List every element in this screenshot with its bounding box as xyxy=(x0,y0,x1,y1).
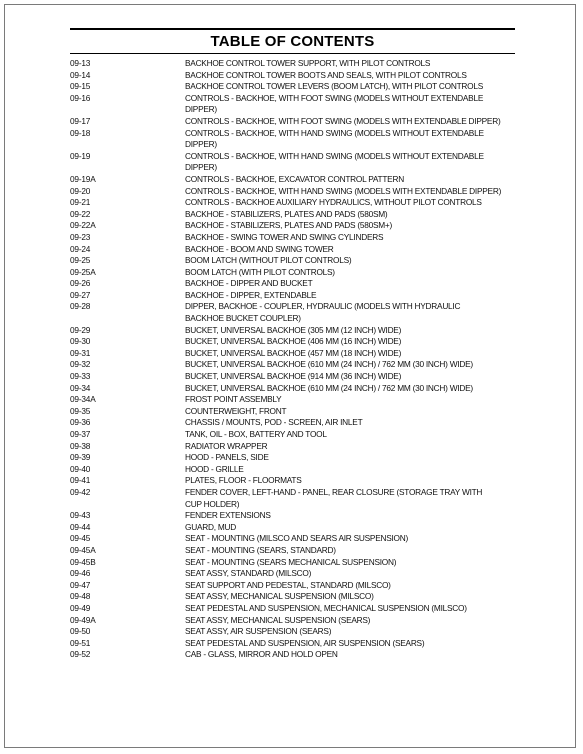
toc-entry-title: SEAT ASSY, STANDARD (MILSCO) xyxy=(185,568,312,579)
toc-entry[interactable] xyxy=(70,615,510,627)
toc-entry[interactable] xyxy=(70,128,510,151)
toc-entry[interactable] xyxy=(70,510,510,522)
toc-entry-title: CONTROLS - BACKHOE, WITH HAND SWING (MODELS WITHOUT EXTENDABLE DIPPER) xyxy=(185,127,484,150)
toc-entry-title: SEAT ASSY, AIR SUSPENSION (SEARS) xyxy=(185,626,332,637)
toc-entry-number: 09-40 xyxy=(70,463,91,474)
toc-entry[interactable] xyxy=(70,267,510,279)
toc-entry-title: FENDER EXTENSIONS xyxy=(185,510,271,521)
toc-entry[interactable] xyxy=(70,591,510,603)
toc-entry[interactable] xyxy=(70,406,510,418)
title-top-rule xyxy=(70,28,515,30)
toc-entry-title: CONTROLS - BACKHOE, WITH FOOT SWING (MODELS WITHOUT EXTENDABLE DIPPER) xyxy=(185,92,484,115)
toc-entry-title: CONTROLS - BACKHOE, WITH HAND SWING (MODELS WITH EXTENDABLE DIPPER) xyxy=(185,185,502,196)
toc-entry-number: 09-19A xyxy=(70,173,96,184)
toc-entry-title: CONTROLS - BACKHOE, WITH HAND SWING (MODELS WITHOUT EXTENDABLE DIPPER) xyxy=(185,150,484,173)
toc-entry-number: 09-13 xyxy=(70,58,91,68)
toc-entry-number: 09-16 xyxy=(70,92,91,103)
toc-entry[interactable] xyxy=(70,348,510,360)
toc-entry[interactable] xyxy=(70,301,510,324)
toc-entry-title: FENDER COVER, LEFT-HAND - PANEL, REAR CLOSURE (STORAGE TRAY WITH CUP HOLDER) xyxy=(185,486,483,509)
toc-entry-number: 09-28 xyxy=(70,301,91,312)
toc-entry-title: SEAT - MOUNTING (MILSCO AND SEARS AIR SUSPENSION) xyxy=(185,533,409,544)
toc-entry[interactable] xyxy=(70,603,510,615)
toc-entry-number: 09-49A xyxy=(70,614,96,625)
toc-entry[interactable] xyxy=(70,116,510,128)
toc-entry-title: SEAT PEDESTAL AND SUSPENSION, MECHANICAL SUSPENSION (MILSCO) xyxy=(185,602,467,613)
toc-entry[interactable] xyxy=(70,278,510,290)
toc-entry[interactable] xyxy=(70,545,510,557)
toc-entry-number: 09-45 xyxy=(70,533,91,544)
toc-entry-title: PLATES, FLOOR - FLOORMATS xyxy=(185,475,302,486)
toc-entry-title: CONTROLS - BACKHOE, WITH FOOT SWING (MODELS WITH EXTENDABLE DIPPER) xyxy=(185,115,501,126)
toc-entry[interactable] xyxy=(70,174,510,186)
toc-entry-number: 09-14 xyxy=(70,69,91,80)
toc-entry[interactable] xyxy=(70,58,510,70)
toc-entry-number: 09-23 xyxy=(70,231,91,242)
toc-entry-number: 09-29 xyxy=(70,324,91,335)
toc-entry[interactable] xyxy=(70,197,510,209)
toc-entry[interactable] xyxy=(70,81,510,93)
toc-entry-number: 09-27 xyxy=(70,289,91,300)
toc-entry-number: 09-20 xyxy=(70,185,91,196)
toc-entry[interactable] xyxy=(70,255,510,267)
toc-entry[interactable] xyxy=(70,209,510,221)
toc-entry-number: 09-26 xyxy=(70,278,91,289)
toc-entry-number: 09-24 xyxy=(70,243,91,254)
toc-entry-title: BACKHOE - DIPPER AND BUCKET xyxy=(185,278,313,289)
toc-entry[interactable] xyxy=(70,220,510,232)
toc-entry-number: 09-47 xyxy=(70,579,91,590)
toc-entry-title: SEAT PEDESTAL AND SUSPENSION, AIR SUSPENSION (SEARS) xyxy=(185,637,425,648)
toc-entry[interactable] xyxy=(70,580,510,592)
toc-entry-title: SEAT SUPPORT AND PEDESTAL, STANDARD (MILSCO) xyxy=(185,579,391,590)
toc-entry-title: DIPPER, BACKHOE - COUPLER, HYDRAULIC (MODELS WITH HYDRAULIC BACKHOE BUCKET COUPLER) xyxy=(185,301,461,324)
toc-entry-number: 09-35 xyxy=(70,405,91,416)
toc-entry[interactable] xyxy=(70,371,510,383)
toc-entry-number: 09-17 xyxy=(70,115,91,126)
toc-entry-number: 09-48 xyxy=(70,591,91,602)
toc-entry-number: 09-43 xyxy=(70,510,91,521)
toc-entry[interactable] xyxy=(70,359,510,371)
toc-entry[interactable] xyxy=(70,70,510,82)
toc-entry-number: 09-52 xyxy=(70,649,91,660)
toc-entry-number: 09-41 xyxy=(70,475,91,486)
toc-entry-title: SEAT - MOUNTING (SEARS MECHANICAL SUSPENSION) xyxy=(185,556,397,567)
toc-entry-title: BACKHOE - SWING TOWER AND SWING CYLINDERS xyxy=(185,231,384,242)
page-title: TABLE OF CONTENTS xyxy=(210,33,375,50)
toc-entry-title: HOOD - PANELS, SIDE xyxy=(185,452,269,463)
toc-entry-title: CAB - GLASS, MIRROR AND HOLD OPEN xyxy=(185,649,338,660)
toc-entry-title: CONTROLS - BACKHOE, EXCAVATOR CONTROL PATTERN xyxy=(185,173,404,184)
toc-entry-number: 09-19 xyxy=(70,150,91,161)
toc-entry[interactable] xyxy=(70,394,510,406)
toc-entry-title: BUCKET, UNIVERSAL BACKHOE (406 MM (16 INCH) WIDE) xyxy=(185,336,402,347)
toc-entry-title: RADIATOR WRAPPER xyxy=(185,440,268,451)
title-bottom-rule xyxy=(70,53,515,54)
toc-entry-title: CHASSIS / MOUNTS, POD - SCREEN, AIR INLET xyxy=(185,417,363,428)
toc-entry-title: TANK, OIL - BOX, BATTERY AND TOOL xyxy=(185,429,327,439)
toc-entry-title: GUARD, MUD xyxy=(185,521,236,532)
toc-entry-number: 09-46 xyxy=(70,568,91,579)
toc-entry[interactable] xyxy=(70,93,510,116)
toc-entry-title: BUCKET, UNIVERSAL BACKHOE (914 MM (36 INCH) WIDE) xyxy=(185,371,402,382)
toc-entry-number: 09-39 xyxy=(70,452,91,463)
toc-entry[interactable] xyxy=(70,649,510,661)
toc-entry[interactable] xyxy=(70,325,510,337)
toc-entry-number: 09-30 xyxy=(70,336,91,347)
toc-entry-title: BUCKET, UNIVERSAL BACKHOE (457 MM (18 INCH) WIDE) xyxy=(185,347,402,358)
toc-entry-number: 09-51 xyxy=(70,637,91,648)
toc-entry-number: 09-31 xyxy=(70,347,91,358)
toc-entry-number: 09-34 xyxy=(70,382,91,393)
toc-entry-title: BACKHOE - BOOM AND SWING TOWER xyxy=(185,243,334,254)
toc-entry-number: 09-25 xyxy=(70,255,91,266)
toc-entry[interactable] xyxy=(70,638,510,650)
toc-entry-number: 09-45A xyxy=(70,544,96,555)
toc-entry[interactable] xyxy=(70,244,510,256)
toc-entry[interactable] xyxy=(70,383,510,395)
toc-entry-title: BACKHOE - STABILIZERS, PLATES AND PADS (580SM+) xyxy=(185,220,393,231)
toc-entry-title: CONTROLS - BACKHOE AUXILIARY HYDRAULICS, WITHOUT PILOT CONTROLS xyxy=(185,197,482,208)
toc-entry[interactable] xyxy=(70,441,510,453)
toc-entry-title: BACKHOE CONTROL TOWER BOOTS AND SEALS, WITH PILOT CONTROLS xyxy=(185,69,467,80)
toc-entry-number: 09-21 xyxy=(70,197,91,208)
toc-entry-number: 09-25A xyxy=(70,266,96,277)
toc-entry-title: BACKHOE - STABILIZERS, PLATES AND PADS (580SM) xyxy=(185,208,388,219)
toc-entry[interactable] xyxy=(70,452,510,464)
toc-entry-number: 09-45B xyxy=(70,556,96,567)
toc-entry-number: 09-22 xyxy=(70,208,91,219)
toc-entry-title: COUNTERWEIGHT, FRONT xyxy=(185,405,287,416)
toc-entry-title: BACKHOE CONTROL TOWER SUPPORT, WITH PILOT CONTROLS xyxy=(185,58,431,68)
toc-list xyxy=(70,58,510,661)
toc-entry-title: BACKHOE - DIPPER, EXTENDABLE xyxy=(185,289,317,300)
toc-entry[interactable] xyxy=(70,487,510,510)
toc-entry-number: 09-38 xyxy=(70,440,91,451)
toc-entry-title: BUCKET, UNIVERSAL BACKHOE (610 MM (24 INCH) / 762 MM (30 INCH) WIDE) xyxy=(185,382,473,393)
toc-entry-title: BOOM LATCH (WITHOUT PILOT CONTROLS) xyxy=(185,255,352,266)
toc-entry-title: BUCKET, UNIVERSAL BACKHOE (305 MM (12 INCH) WIDE) xyxy=(185,324,402,335)
toc-entry-title: FROST POINT ASSEMBLY xyxy=(185,394,282,405)
toc-entry[interactable] xyxy=(70,417,510,429)
toc-entry-number: 09-49 xyxy=(70,602,91,613)
toc-entry[interactable] xyxy=(70,522,510,534)
toc-entry-number: 09-50 xyxy=(70,626,91,637)
toc-entry-number: 09-18 xyxy=(70,127,91,138)
toc-entry-number: 09-37 xyxy=(70,429,91,439)
toc-entry-number: 09-33 xyxy=(70,371,91,382)
toc-entry[interactable] xyxy=(70,336,510,348)
toc-entry-title: BOOM LATCH (WITH PILOT CONTROLS) xyxy=(185,266,335,277)
toc-entry[interactable] xyxy=(70,557,510,569)
toc-entry[interactable] xyxy=(70,232,510,244)
toc-entry-title: SEAT ASSY, MECHANICAL SUSPENSION (SEARS) xyxy=(185,614,371,625)
toc-entry-title: BACKHOE CONTROL TOWER LEVERS (BOOM LATCH), WITH PILOT CONTROLS xyxy=(185,81,483,92)
toc-entry-number: 09-22A xyxy=(70,220,96,231)
toc-entry-number: 09-15 xyxy=(70,81,91,92)
toc-entry[interactable] xyxy=(70,429,510,441)
toc-entry-number: 09-44 xyxy=(70,521,91,532)
toc-entry[interactable] xyxy=(70,464,510,476)
toc-entry[interactable] xyxy=(70,568,510,580)
toc-entry[interactable] xyxy=(70,475,510,487)
toc-entry[interactable] xyxy=(70,186,510,198)
toc-entry[interactable] xyxy=(70,151,510,174)
toc-entry[interactable] xyxy=(70,626,510,638)
toc-entry-title: HOOD - GRILLE xyxy=(185,463,244,474)
toc-entry[interactable] xyxy=(70,290,510,302)
toc-entry[interactable] xyxy=(70,533,510,545)
toc-entry-title: BUCKET, UNIVERSAL BACKHOE (610 MM (24 INCH) / 762 MM (30 INCH) WIDE) xyxy=(185,359,473,370)
toc-entry-number: 09-32 xyxy=(70,359,91,370)
toc-entry-number: 09-34A xyxy=(70,394,96,405)
toc-entry-title: SEAT - MOUNTING (SEARS, STANDARD) xyxy=(185,544,336,555)
toc-entry-number: 09-42 xyxy=(70,486,91,497)
toc-entry-number: 09-36 xyxy=(70,417,91,428)
toc-entry-title: SEAT ASSY, MECHANICAL SUSPENSION (MILSCO) xyxy=(185,591,374,602)
